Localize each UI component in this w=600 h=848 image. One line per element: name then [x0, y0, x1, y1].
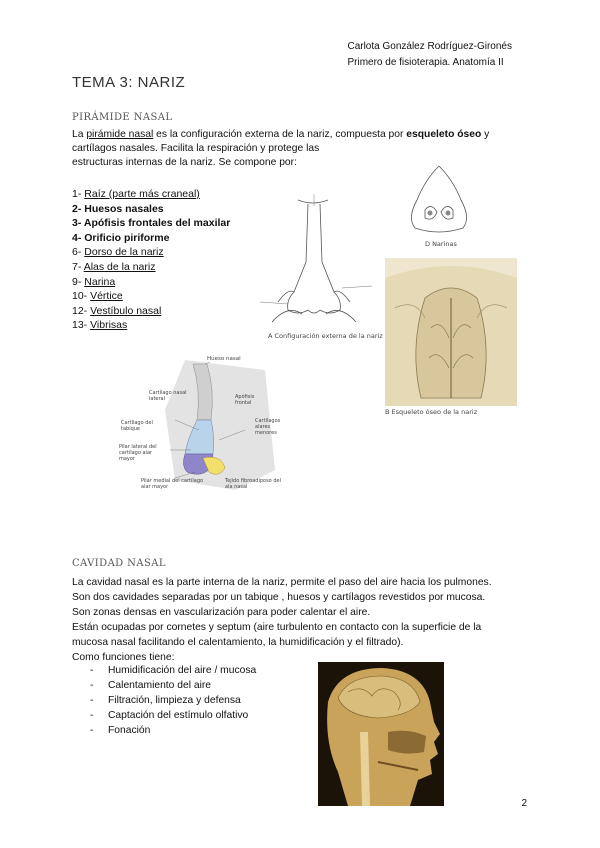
- page-number: 2: [521, 798, 527, 809]
- list-item: 12- Vestíbulo nasal: [72, 304, 162, 317]
- intro-text: estructuras internas de la nariz. Se compone por:: [72, 157, 297, 168]
- list-item: 1- Raíz (parte más craneal): [72, 188, 200, 200]
- list-item: 10- Vértice: [72, 290, 123, 303]
- label-cartilago-lateral: Cartílago nasal lateral: [149, 390, 187, 402]
- list-item: 7- Alas de la nariz: [72, 260, 156, 273]
- list-item: - Humidificación del aire / mucosa: [90, 663, 256, 678]
- list-item: 4- Orificio piriforme: [72, 231, 170, 244]
- list-item: - Filtración, limpieza y defensa: [90, 693, 256, 708]
- funciones-list: [90, 663, 256, 738]
- label-hueso-nasal: Hueso nasal: [207, 356, 241, 362]
- list-item: - Captación del estímulo olfativo: [90, 708, 256, 723]
- nose-outline-drawing: [258, 192, 376, 342]
- intro-text: y cartílagos nasales. Facilita la respiración y protege las: [72, 129, 490, 154]
- paragraph-line: Son zonas densas en vascularización para poder calentar el aire.: [72, 607, 371, 618]
- list-item: 9- Narina: [72, 275, 116, 288]
- paragraph-line: mucosa nasal facilitando el calentamiento, la humidificación y el filtrado).: [72, 637, 404, 648]
- figure-caption: D Narinas: [425, 240, 457, 248]
- figure-caption: A Configuración externa de la nariz: [268, 332, 383, 340]
- course-name: Primero de fisioterapia. Anatomía II: [347, 57, 504, 68]
- author-name: Carlota González Rodríguez-Gironés: [347, 41, 512, 52]
- list-item: 6- Dorso de la nariz: [72, 246, 164, 259]
- document-header: [347, 39, 512, 71]
- label-pilar-lateral: Pilar lateral del cartílago alar mayor: [119, 444, 157, 462]
- piramide-list: [72, 187, 230, 333]
- label-tejido: Tejido fibroadiposo del ala nasal: [225, 478, 281, 490]
- paragraph-line: Como funciones tiene:: [72, 652, 175, 663]
- label-pilar-medial: Pilar medial del cartílago alar mayor: [141, 478, 204, 490]
- paragraph-line: La cavidad nasal es la parte interna de la nariz, permite el paso del aire hacia los pulmones.: [72, 577, 492, 588]
- list-item: 2- Huesos nasales: [72, 202, 164, 215]
- list-item: 13- Vibrisas: [72, 319, 128, 332]
- list-item: - Fonación: [90, 723, 256, 738]
- intro-text: La: [72, 129, 87, 140]
- section-heading-piramide: PIRÁMIDE NASAL: [72, 112, 173, 123]
- nostrils-drawing: [395, 160, 483, 240]
- section-heading-cavidad: CAVIDAD NASAL: [72, 558, 166, 569]
- intro-term: pirámide nasal: [86, 129, 154, 140]
- figure-sagittal-section: [318, 662, 444, 806]
- intro-bold: esqueleto óseo: [406, 129, 482, 140]
- figure-nostrils: [395, 160, 483, 250]
- sagittal-head-image: [318, 662, 444, 806]
- cavidad-paragraph: [72, 575, 492, 665]
- bony-skeleton-drawing: [385, 258, 517, 406]
- label-cartilago-tabique: Cartílago del tabique: [121, 420, 153, 432]
- list-item: 3- Apófisis frontales del maxilar: [72, 217, 231, 230]
- label-alares-menores: Cartílagos alares menores: [255, 418, 281, 436]
- list-item: - Calentamiento del aire: [90, 678, 256, 693]
- paragraph-line: Son dos cavidades separadas por un tabique , huesos y cartílagos revestidos por mucosa.: [72, 592, 486, 603]
- figure-caption: B Esqueleto óseo de la nariz: [385, 408, 478, 416]
- label-apofisis: Apófisis frontal: [235, 394, 255, 406]
- page-title: TEMA 3: NARIZ: [72, 74, 186, 91]
- figure-bony-skeleton: [385, 258, 517, 418]
- figure-external-nose: [258, 192, 383, 342]
- intro-text: es la configuración externa de la nariz, compuesta por: [153, 129, 407, 140]
- figure-nasal-cartilages: [115, 350, 290, 498]
- paragraph-line: Están ocupadas por cornetes y septum (aire turbulento en contacto con la superficie de la: [72, 622, 482, 633]
